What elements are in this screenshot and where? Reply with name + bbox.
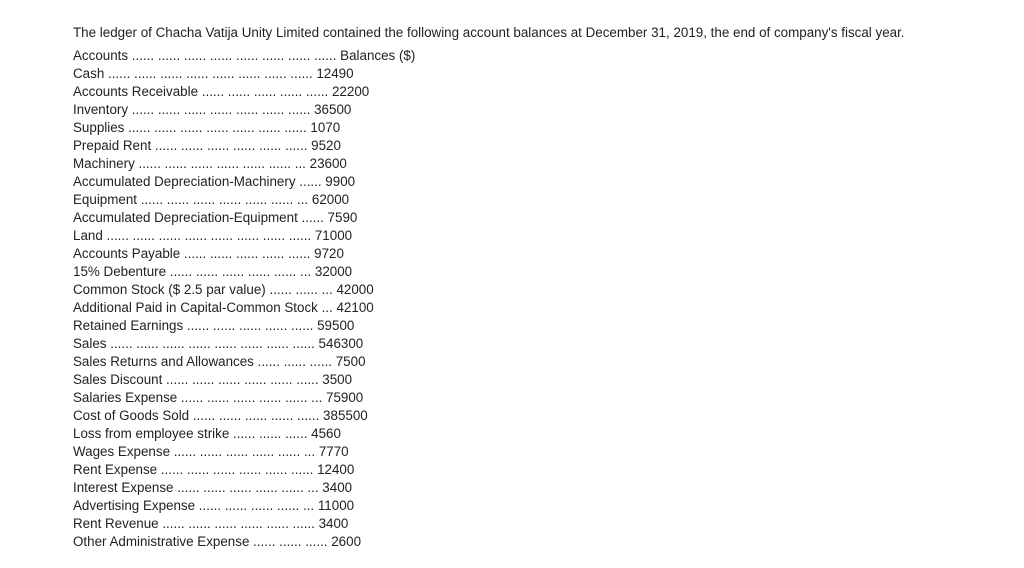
ledger-row-wages-expense: Wages Expense ...... ...... ...... ...... ...... ... 7770: [73, 444, 349, 459]
ledger-row-salaries-expense: Salaries Expense ...... ...... ...... ...... ...... ... 75900: [73, 390, 364, 405]
intro-paragraph: The ledger of Chacha Vatija Unity Limited contained the following account balances at December 31, 2019, the end of company's fiscal year.: [73, 25, 905, 41]
ledger-row-prepaid-rent: Prepaid Rent ...... ...... ...... ...... ...... ...... 9520: [73, 138, 341, 153]
ledger-row-retained-earnings: Retained Earnings ...... ...... ...... ...... ...... 59500: [73, 318, 355, 333]
ledger-row-sales-discount: Sales Discount ...... ...... ...... ...... ...... ...... 3500: [73, 372, 353, 387]
ledger-row-accum-dep-equipment: Accumulated Depreciation-Equipment ...... 7590: [73, 210, 358, 225]
ledger-row-advertising-expense: Advertising Expense ...... ...... ...... ...... ... 11000: [73, 498, 355, 513]
ledger-row-other-admin-expense: Other Administrative Expense ...... ...... ...... 2600: [73, 534, 362, 549]
ledger-row-accounts-receivable: Accounts Receivable ...... ...... ...... ...... ...... 22200: [73, 84, 370, 99]
ledger-header-row: Accounts ...... ...... ...... ...... ...... ...... ...... ...... Balances ($): [73, 48, 416, 63]
ledger-row-accounts-payable: Accounts Payable ...... ...... ...... ...... ...... 9720: [73, 246, 344, 261]
ledger-row-strike-loss: Loss from employee strike ...... ...... ...... 4560: [73, 426, 341, 441]
ledger-row-apic-common: Additional Paid in Capital-Common Stock ... 42100: [73, 300, 374, 315]
ledger-list: [73, 47, 415, 551]
ledger-row-accum-dep-machinery: Accumulated Depreciation-Machinery ...... 9900: [73, 174, 356, 189]
ledger-row-common-stock: Common Stock ($ 2.5 par value) ...... ...... ... 42000: [73, 282, 374, 297]
ledger-row-land: Land ...... ...... ...... ...... ...... ...... ...... ...... 71000: [73, 228, 353, 243]
ledger-row-cash: Cash ...... ...... ...... ...... ...... ...... ...... ...... 12490: [73, 66, 354, 81]
ledger-row-rent-revenue: Rent Revenue ...... ...... ...... ...... ...... ...... 3400: [73, 516, 349, 531]
ledger-row-cogs: Cost of Goods Sold ...... ...... ...... ...... ...... 385500: [73, 408, 368, 423]
ledger-row-interest-expense: Interest Expense ...... ...... ...... ...... ...... ... 3400: [73, 480, 353, 495]
ledger-row-sales: Sales ...... ...... ...... ...... ...... ...... ...... ...... 546300: [73, 336, 364, 351]
ledger-row-supplies: Supplies ...... ...... ...... ...... ...... ...... ...... 1070: [73, 120, 341, 135]
ledger-row-sales-returns: Sales Returns and Allowances ...... ...... ...... 7500: [73, 354, 366, 369]
ledger-row-machinery: Machinery ...... ...... ...... ...... ...... ...... ... 23600: [73, 156, 347, 171]
ledger-row-debenture: 15% Debenture ...... ...... ...... ...... ...... ... 32000: [73, 264, 353, 279]
ledger-row-inventory: Inventory ...... ...... ...... ...... ...... ...... ...... 36500: [73, 102, 352, 117]
ledger-row-equipment: Equipment ...... ...... ...... ...... ...... ...... ... 62000: [73, 192, 350, 207]
ledger-row-rent-expense: Rent Expense ...... ...... ...... ...... ...... ...... 12400: [73, 462, 355, 477]
